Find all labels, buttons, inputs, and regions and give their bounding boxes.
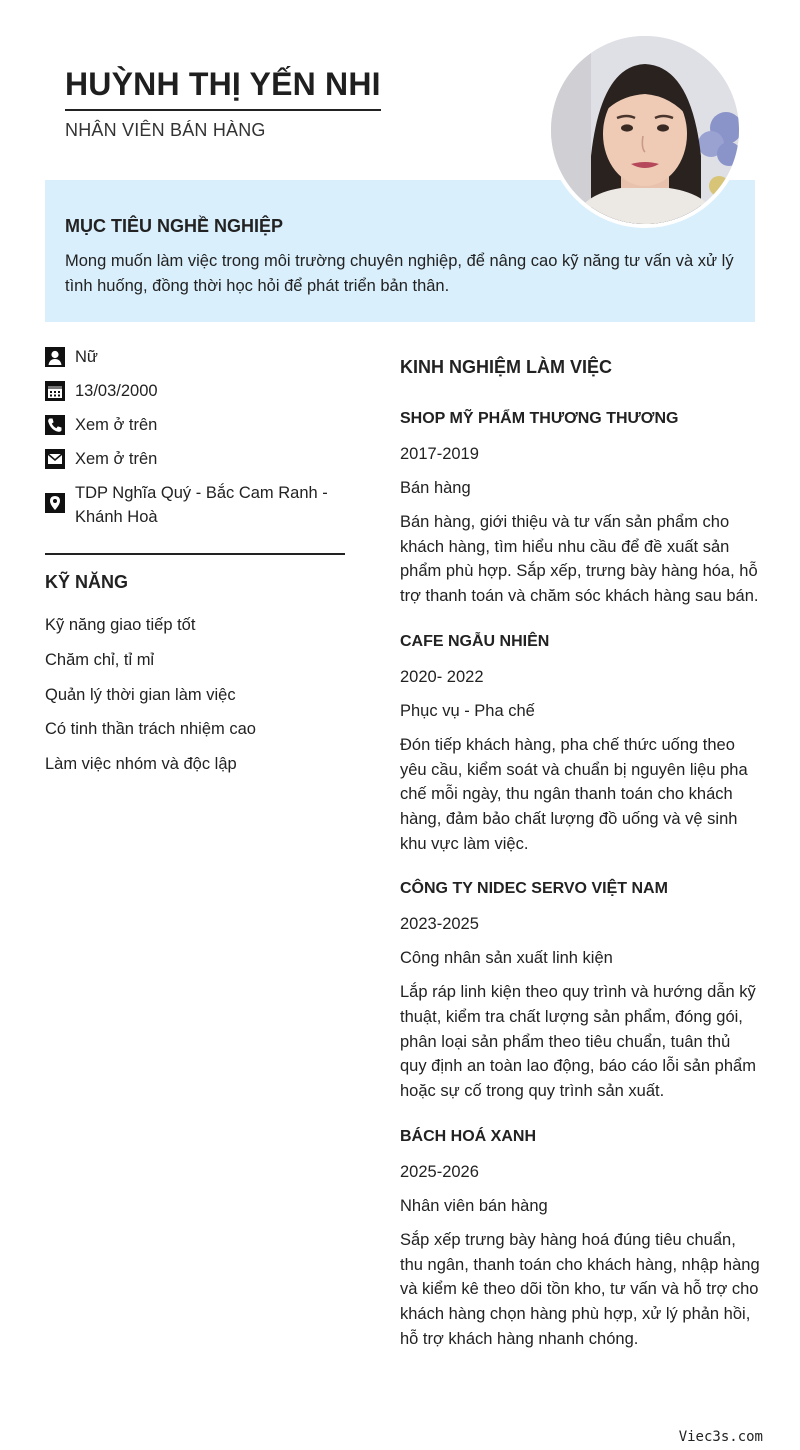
user-icon bbox=[45, 347, 65, 367]
experience-heading: KINH NGHIỆM LÀM VIỆC bbox=[400, 357, 613, 377]
info-address bbox=[45, 481, 345, 529]
info-phone bbox=[45, 413, 345, 437]
calendar-icon bbox=[45, 381, 65, 401]
job-period: 2025-2026 bbox=[400, 1162, 479, 1181]
job-company: BÁCH HOÁ XANH bbox=[400, 1127, 536, 1145]
phone-text: Xem ở trên bbox=[75, 416, 158, 434]
job-role: Phục vụ - Pha chế bbox=[400, 701, 535, 720]
gender-text: Nữ bbox=[75, 348, 98, 366]
job-title: NHÂN VIÊN BÁN HÀNG bbox=[65, 120, 266, 140]
location-icon bbox=[45, 493, 65, 513]
job-period: 2020- 2022 bbox=[400, 667, 484, 686]
email-text: Xem ở trên bbox=[75, 450, 158, 468]
job-description: Lắp ráp linh kiện theo quy trình và hướng dẫn kỹ thuật, kiểm tra chất lượng sản phẩm, đóng gói, phân loại sản phẩm theo tiêu chuẩn, tuân thủ quy định an toàn lao động, báo cáo lỗi sản phẩm hoặc sự cố trong quy trình sản xuất. bbox=[400, 983, 756, 1101]
job-role: Công nhân sản xuất linh kiện bbox=[400, 949, 613, 968]
job-company: CAFE NGẪU NHIÊN bbox=[400, 632, 550, 650]
objective-text: Mong muốn làm việc trong môi trường chuyên nghiệp, để nâng cao kỹ năng tư vấn và xử lý tình huống, đồng thời học hỏi để phát triển bản thân. bbox=[65, 252, 734, 295]
phone-icon bbox=[45, 415, 65, 435]
job-description: Đón tiếp khách hàng, pha chế thức uống theo yêu cầu, kiểm soát và chuẩn bị nguyên liệu pha chế mỗi ngày, thu ngân thanh toán cho khách hàng, đảm bảo chất lượng đồ uống và vệ sinh khu vực làm việc. bbox=[400, 735, 748, 853]
skill-item: Chăm chỉ, tỉ mỉ bbox=[45, 650, 155, 669]
skills-heading: KỸ NĂNG bbox=[45, 572, 129, 592]
job-company: SHOP MỸ PHẨM THƯƠNG THƯƠNG bbox=[400, 410, 679, 427]
job-entry bbox=[400, 880, 760, 1104]
skill-item: Kỹ năng giao tiếp tốt bbox=[45, 616, 196, 634]
job-company: CÔNG TY NIDEC SERVO VIỆT NAM bbox=[400, 880, 668, 898]
info-birthday bbox=[45, 379, 345, 403]
skills-list bbox=[45, 613, 256, 787]
skill-item: Quản lý thời gian làm việc bbox=[45, 685, 236, 704]
objective-heading: MỤC TIÊU NGHỀ NGHIỆP bbox=[65, 216, 284, 236]
personal-info bbox=[45, 345, 345, 539]
job-period: 2017-2019 bbox=[400, 445, 479, 463]
skill-item: Có tinh thần trách nhiệm cao bbox=[45, 720, 256, 739]
section-divider bbox=[45, 553, 345, 555]
job-description: Bán hàng, giới thiệu và tư vấn sản phẩm cho khách hàng, tìm hiểu nhu cầu để đề xuất sản phẩm phù hợp. Sắp xếp, trưng bày hàng hóa, hỗ trợ thanh toán và chăm sóc khách hàng sau bán. bbox=[400, 513, 759, 606]
job-entry bbox=[400, 633, 760, 857]
job-period: 2023-2025 bbox=[400, 915, 479, 934]
info-gender bbox=[45, 345, 345, 369]
mail-icon bbox=[45, 449, 65, 469]
job-entry bbox=[400, 1128, 760, 1352]
birthday-text: 13/03/2000 bbox=[75, 382, 158, 400]
work-experience-section bbox=[400, 357, 760, 1375]
job-role: Nhân viên bán hàng bbox=[400, 1196, 548, 1215]
candidate-name: HUỲNH THỊ YẾN NHI bbox=[65, 66, 381, 111]
job-role: Bán hàng bbox=[400, 479, 471, 497]
job-entry bbox=[400, 410, 760, 609]
address-text: TDP Nghĩa Quý - Bắc Cam Ranh - Khánh Hoà bbox=[75, 484, 328, 526]
info-email bbox=[45, 447, 345, 471]
job-description: Sắp xếp trưng bày hàng hoá đúng tiêu chuẩn, thu ngân, thanh toán cho khách hàng, nhập hàng và kiểm kê theo dõi tồn kho, tư vấn và hỗ trợ cho khách hàng chọn hàng phù hợp, xử lý phản hồi, hỗ trợ khách hàng nhanh chóng. bbox=[400, 1230, 760, 1348]
skill-item: Làm việc nhóm và độc lập bbox=[45, 755, 237, 774]
brand-footer: Viec3s.com bbox=[678, 1429, 763, 1445]
avatar bbox=[547, 32, 743, 228]
